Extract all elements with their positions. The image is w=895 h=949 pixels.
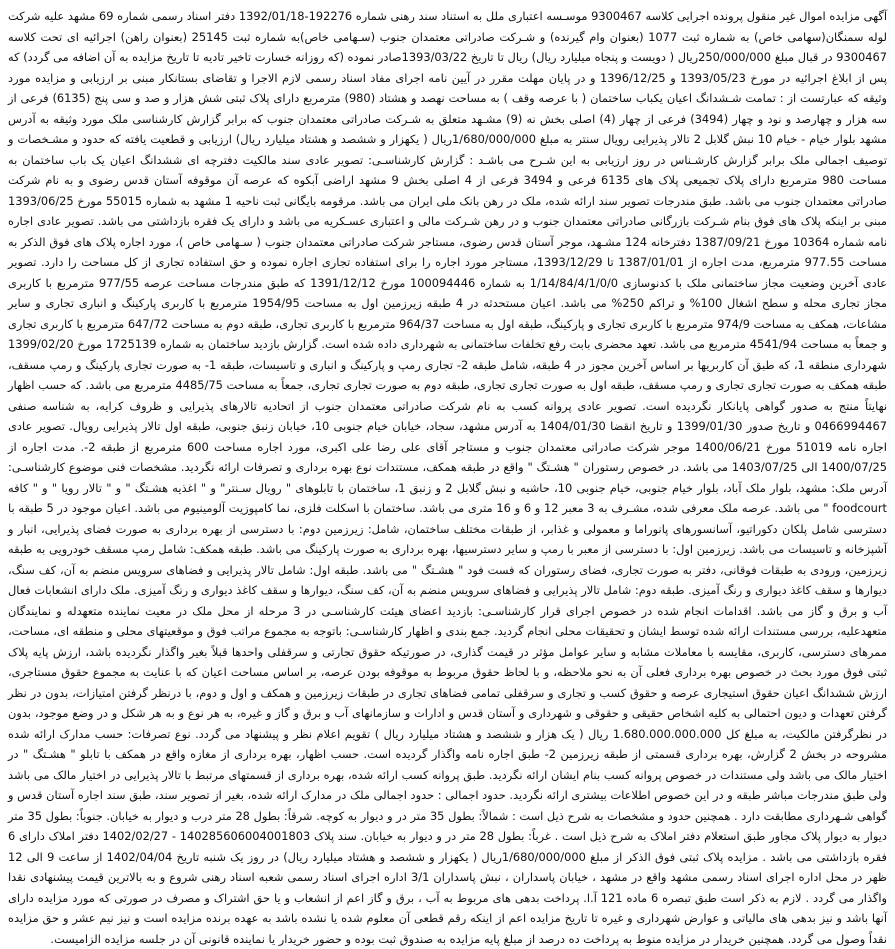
notice-body-text: آگهی مزایده اموال غیر منقول پرونده اجرایی کلاسه 9300467 موسـسه اعتباری ملل به استناد سند رهنی شماره 192276-1392/01/18 دفتر اسناد رسمی شماره 69 مشهد علیه شرکت لوله سمنگان(سهامی خاص) به شماره ثبت 1077 (بعنوان وام گیرنده) و شـرکت صادراتی معتمدان جنوب (سـهامی خاص)به شماره ثبت 25145 (بعنوان راهن) اجرائیه ای تحت کلاسه 9300467 در قبال مبلغ 250/000/000ریال ( دویست و پنجاه میلیارد ریال) ریال تا تاریخ 1393/03/22صادر نموده (که روزانه خسارت تاخیر تادیه تا تاریخ مزایده به آن اضافه می گردد) که پس از ابلاغ اجرائیه در مورخ 1393/05/23 و 1396/12/25 و در پایان مهلت مقرر در آیین نامه اجرای مفاد اسناد رسمی لازم الاجرا و تقاضای بستانکار مبنی بر ارزیابی و مزایده مورد وثیقه که عبارتست از : تمامت شـشدانگ اعیان یکباب ساختمان ( با عرصه وقف ) به مساحت نهصد و هشتاد (980) مترمربع دارای پلاک ثبتی شش هزار و صد و سی پنج (6135) فرعی از سه هزار و چهارصد و نود و چهار (3494) فرعی از چهار (4) اصلی بخش نه (9) مشـهد متعلق به شـرکت صادراتی معتمدان جنوب که برابر گزارش کارشناسی ملک مورد وثیقه به آدرس مشهد بلوار خیام - خیام 10 نبش گلابل 2 تالار پذیرایی رویال سنتر به مبلغ 1/680/000/000ریال ( یکهزار و ششصد و هشتاد میلیارد ریال) ارزیابی و قطعیت یافته که حدود و مشـخصات و توصیف اجمالی ملک برابر گزارش کارشـناس در روز ارزیابی به این شـرح می باشـد : گزارش کارشناسـی: تصویر عادی سند مالکیت دفترچه ای ششدانگ اعیان یک باب ساختمان به مساحت 980 مترمربع دارای پلاک تجمیعی پلاک های 6135 فرعی و 3494 فرعی از 4 اصلی بخش 9 مشهد اراضی آبکوه که عرصه آن موقوفه آستان قدس رضوی و به نام شرکت صادراتی معتمدان جنوب می باشد. طبق مندرجات تصویر سند ارائه شده، ملک در رهن بانک ملی ایران می باشد. مرقومه بایگانی ثبت ناحیه 1 مشهد به شماره 55015 مورخ 1393/06/25 مبنی بر اینکه پلاک های فوق بنام شـرکت بازرگانی صادراتی معتمدان جنوب و در رهن شـرکت مالی و اعتباری عسـکریه می باشد و دارای یک فقره بازداشتی می باشد. تصویر عادی اجاره نامه شماره 10364 مورخ 1387/09/21 دفترخانه 124 مشـهد، موجر آستان قدس رضوی، مستاجر شرکت صادراتی معتمدان جنوب ( سـهامی خاص )، مورد اجاره پلاک های فوق الذکر به مساحت 977.55 مترمربع، مدت اجاره از 1387/01/01 تا 1393/12/29، مستاجر مورد اجاره را برای استفاده تجاری اجاره نموده و حق استفاده تجاری از کل مساحت را دارد. تصویر عادی آخرین وضعیت مجاز ساختمانی ملک با کدنوسازی 1/14/84/4/1/0/0 به شماره 100094446 مورخ 1391/12/12 که طبق مندرجات مساحت عرصه 977/55 مترمربع با کاربری مجاز تجاری محله و سطح اشغال 100% و تراکم 250% می باشد. اعیان مستحدثه در 4 طبقه زیرزمین اول به مساحت 1954/95 مترمربع با کاربری پارکینگ و انباری تجاری و سایر مشاعات، همکف به مساحت 974/9 مترمربع با کاربری تجاری و پارکینگ، طبقه اول به مساحت 964/37 مترمربع با کاربری تجاری، طبقه دوم به مساحت 647/72 مترمربع با کاربری تجاری و جمعاً به مساحت 4541/94 مترمربع می باشد. تعهد محضری بابت رفع تخلفات ساختمانی به شهرداری داده شده است. گزارش بازدید ساختمان به شماره 1725139 مورخ 1399/02/20 شهرداری منطقه 1، که طبق آن کاربریها بر اساس آخرین مجوز در 4 طبقه، شامل طبقه 2- تجاری رمپ و پارکینگ و انباری و تاسیسات، طبقه 1- به صورت تجاری پارکینگ و رمپ مسقف، طبقه همکف به صورت تجاری تجاری و رمپ مسقف، طبقه اول به صورت تجاری تجاری، طبقه دوم به صورت تجاری تجاری، جمعاً به مساحت 4485/75 مترمربع می باشد. که حسب اظهار نهایتاً منتج به صدور گواهی پایانکار نگردیده است. تصویر عادی پروانه کسب به نام شرکت صادراتی معتمدان جنوب از اتحادیه تالارهای پذیرایی و ظروف کرایه، به شناسه صنفی 0466994467 و تاریخ صدور 1399/01/30 و تاریخ انقضا 1404/01/30 به آدرس مشهد، سجاد، خیابان خیام جنوبی 10، خیابان زنبق جنوبی، طبقه اول تالار پذیرایی رویال. تصویر عادی اجاره نامه 51019 مورخ 1400/06/21 موجر شرکت صادراتی معتمدان جنوب و مستاجر آقای علی رضا علی اکبری، مورد اجاره مساحت 600 مترمربع از طبقه 2-. مدت اجاره از 1400/07/25 الی 1403/07/25 می باشد. در خصوص رستوران " هشـتگ " واقع در طبقه همکف، مستندات نوع بهره برداری و تصرفات ارائه نگردید. مشخصات فنی موضوع کارشناسـی: آدرس ملک: مشهد، بلوار ملک آباد، بلوار خیام جنوبی، خیام جنوبی 10، حاشیه و نبش گلابل 2 و زنبق 1، ساختمان با تابلوهای " رویال سـنتر" و " اغذیه هشـتگ " و " تالار رویا " و " کافه foodcourt " می باشد. عرصه ملک معرفی شده، مشـرف به 3 معبر 12 و 6 و 16 متری می باشد. ساختمان با اسکلت فلزی، نما کامپوزیت آلومینیوم می باشد. اعیان موجود در 5 طبقه با دسترسی شامل پلکان دکوراتیو، آسانسورهای پانوراما و معمولی و غذابر، از طبقات مختلف ساختمان، شامل: زیرزمین دوم: با دسترسی از بهره برداری به صورت فضای پذیرایی، انبار و آشپزخانه و تاسیسات می باشد. زیرزمین اول: با دسترسی از معبر با رمپ و سایر دسترسیها، بهره برداری به صورت پارکینگ می باشد. طبقه همکف: شامل رمپ مسقف خودرویی به طبقه زیرزمین، ورودی به طبقات فوقانی، دفتر به صورت تجاری، فضای رستوران که فست فود " هشـتگ " می باشد. طبقه اول: شامل تالار پذیرایی و فضاهای سرویس منضم به آن، کف سنگ، دیوارها و سقف کاغذ دیواری و رنگ آمیزی. طبقه دوم: شامل تالار پذیرایی و فضاهای سرویس منضم به آن، کف سنگ، دیوارها و سقف کاغذ دیواری و رنگ آمیزی. ملک دارای انشعابات فعال آب و برق و گاز می باشد. اقدامات انجام شده در خصوص اجرای قرار کارشناسـی: بازدید اعضای هیئت کارشناسـی در 3 مرحله از محل ملک در معیت نماینده متعهدله و نمایندگان متعهدعلیه، بررسی مستندات ارائه شده توسط ایشان و تحقیقات محلی انجام گردید. جمع بندی و اظهار کارشناسـی: باتوجه به مجموع مراتب فوق و موقعیتهای محلی و منطقه ای، مساحت، ممرهای دسترسی، کاربری، مقایسه با معاملات مشابه و سایر عوامل مؤثر در قیمت گذاری، در صورتیکه حقوق تجارتی و سرقفلی واحدها قبلاً بغیر واگذار نگردیده باشد، ارزش پایه پلاک ثبتی فوق مورد بحث در خصوص بهره برداری فعلی آن به نحو ملاحظه، و با لحاظ حقوق مربوط به موقوفه بودن عرصه، بر اساس مساحت اعیان که با عنایت به مجموع حقوق مستاجری، ارزش ششدانگ اعیان حقوق استیجاری عرصه و حقوق کسب و تجاری و سرقفلی تمامی فضاهای تجاری در طبقات زیرزمین و همکف و اول و دوم، با درنظر گرفتن امتیازات، بدون در نظر گرفتن تعهدات و دیون احتمالی به کلیه اشخاص حقیقی و حقوقی و شهرداری و آستان قدس و ادارات و سازمانهای آب و برق و گاز و غیره، به هر نوع و به هر شکل و در وضع موجود، بدون در نظرگرفتن مالکیت، به مبلغ کل 1.680.000.000.000 ریال ( یک هزار و ششصد و هشتاد میلیارد ریال ) تقویم اعلام نظر و پیشنهاد می گردد. نوع تصرفات: حسب مدارک ارائه شده مشروحه در بخش 2 گزارش، بهره برداری قسمتی از طبقه زیرزمین 2- طبق اجاره نامه واگذار گردیده است. حسب اظهار، بهره برداری از مغازه واقع در همکف با تابلو " هشـتگ " در اختیار مالک می باشد ولی مستندات در خصوص پروانه کسب بنام ایشان ارائه نگردید. طبق پروانه کسب ارائه شده، بهره برداری از قسمتهای مرتبط با تالار پذیرایی در اختیار مالک می باشد ولی طبق مندرجات مباشر طبقه و در این خصوص اطلاعات بیشتری ارائه نگردید. حدود اجمالی : حدود اجمالی ملک در مدارک ارائه شده، بغیر از تصویر سند، طبق سند اجاره آستان قدس و گواهی شـهرداری مطابقت دارد . همچنین حدود و مشخصات به شرح ذیل است : شمالاً: بطول 35 متر در و دیوار به کوچه. شرقاً: بطول 28 متر درب و دیوار به خیابان. جنوباً: بطول 35 متر دیوار به دیوار پلاک مجاور طبق استعلام دفتر املاک به شرح ذیل است . غرباً: بطول 28 متر در و دیوار به خیابان. سند پلاک 140285606004001803 - 1402/02/27 دفتر املاک دارای 6 فقره بازداشتی می باشد . مزایده پلاک ثبتی فوق الذکر از مبلغ 1/680/000/000ریال ( یکهزار و ششصد و هشتاد میلیارد ریال) در روز یک شنبه تاریخ 1402/04/04 از ساعت 9 الی 12 ظهر در محل اداره اجرای اسناد رسمی مشهد واقع در مشهد ، خیابان پاسداران ، نبش پاسداران 3/1 اداره اجرای اسناد رسمی شعبه اسناد رهنی شروع و به بالاترین قیمت پیشنهادی نقدا واگذار می گردد . لازم به ذکر است طبق تبصره 6 ماده 121 آ.ا. پرداخت بدهی های مربوط به آب ، برق و گاز اعم از انشعاب و یا حق اشتراک و مصرف در صورتی که مورد مزایده دارای آنها باشد و نیز بدهی های مالیاتی و عوارض شهرداری و غیره تا تاریخ مزایده اعم از اینکه رقم قطعی آن معلوم شده یا نشده باشد به عهده برنده مزایده است و نیز نیم عشر و حق مزایده نقداً وصول می گردد. همچنین خریدار در مزایده منوط به پرداخت ده درصد از مبلغ پایه مزایده به صندوق ثبت بوده و حضور خریدار یا نماینده قانونی آن در جلسه مزایده الزامیست. [8,9,888,946]
